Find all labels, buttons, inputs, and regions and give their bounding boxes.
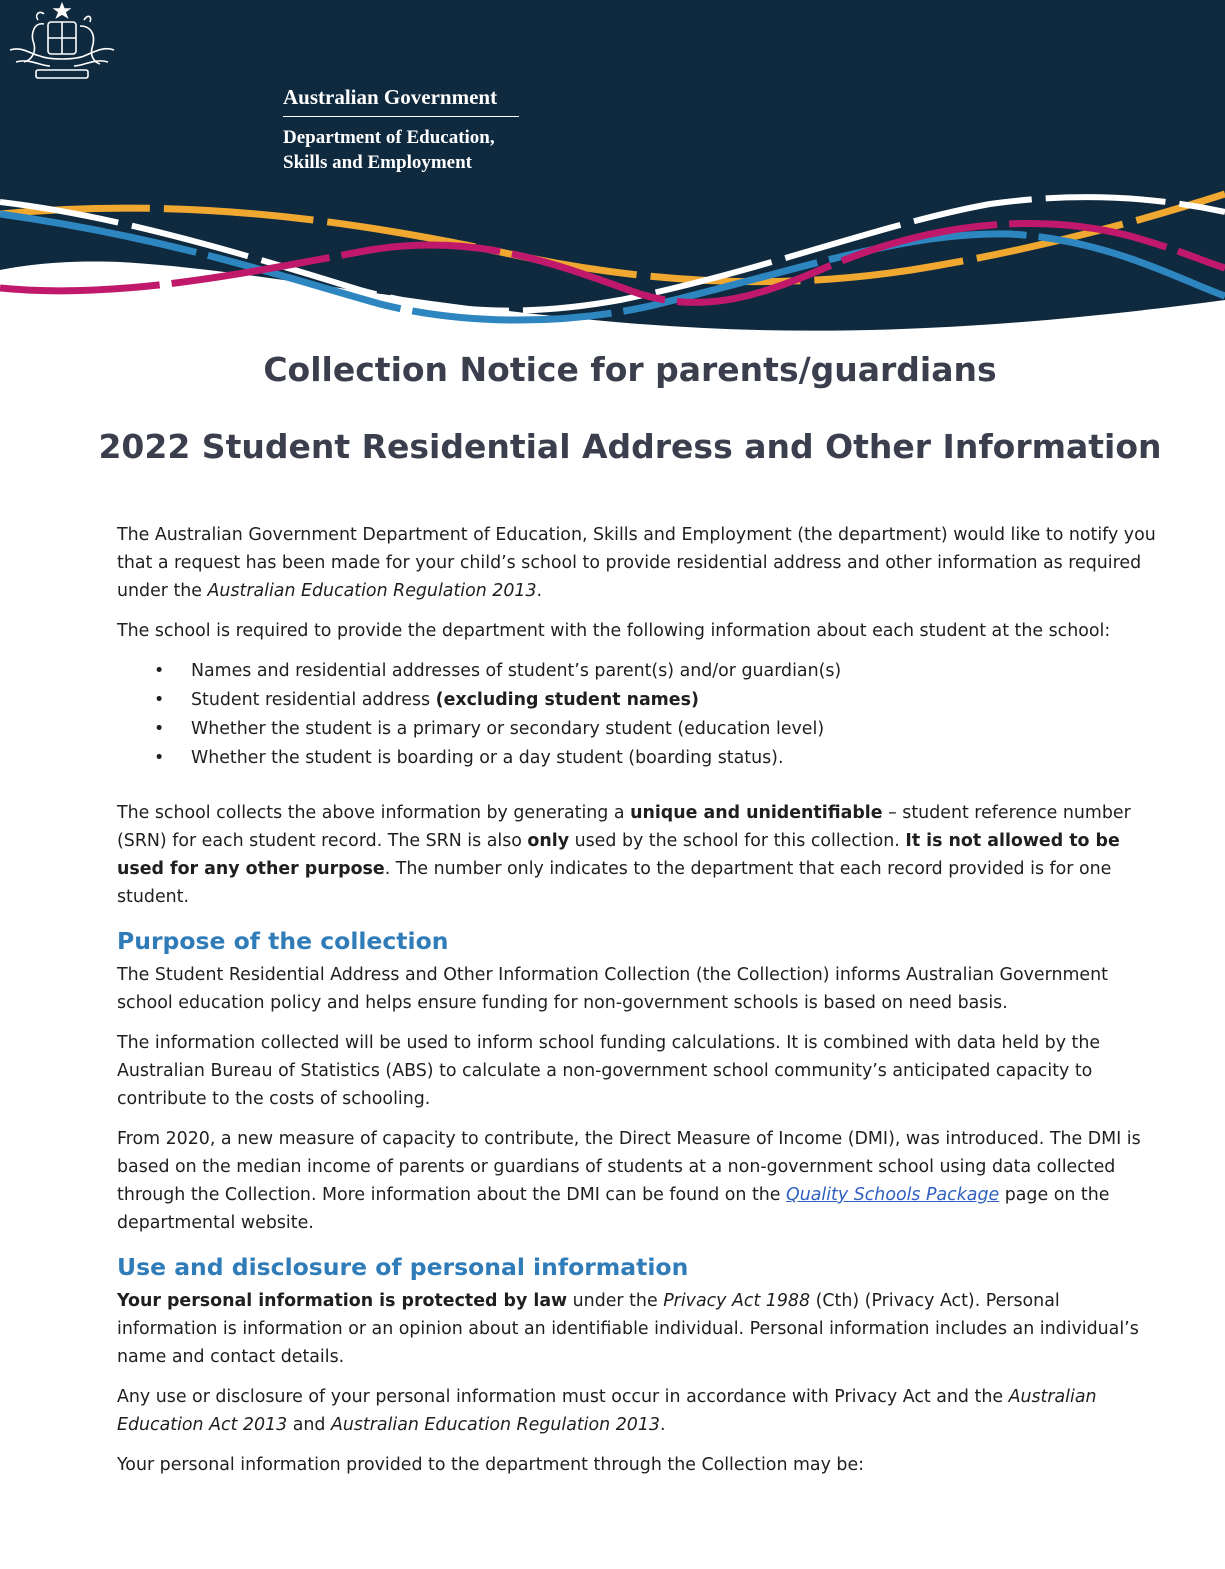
use-paragraph-3: Your personal information provided to the department through the Collection may be: [117,1455,865,1475]
document-body [117,521,1157,1491]
document-subtitle: 2022 Student Residential Address and Other Information [98,427,1162,466]
list-item: • Names and residential addresses of student’s parent(s) and/or guardian(s) [117,657,1157,686]
document-title: Collection Notice for parents/guardians [263,350,997,389]
list-item: • Whether the student is a primary or secondary student (education level) [117,715,1157,744]
srn-paragraph: The school collects the above information by generating a unique and unidentifiable – student reference number (SRN) for each student record. The SRN is also only used by the school for this collection. It is not allowed to be used for any other purpose. The number only indicates to the department that each record provided is for one student. [117,803,1131,907]
intro-paragraph-1: The Australian Government Department of Education, Skills and Employment (the department) would like to notify you that a request has been made for your child’s school to provide residential address and other information as required under the Australian Education Regulation 2013. [117,525,1156,601]
header-banner [0,0,1225,335]
government-wordmark [283,84,519,175]
wordmark-divider [283,116,519,117]
coat-of-arms-icon [0,0,124,92]
information-list [117,657,1157,773]
quality-schools-package-link[interactable]: Quality Schools Package [786,1185,1000,1205]
purpose-paragraph-2: The information collected will be used to inform school funding calculations. It is combined with data held by the Australian Bureau of Statistics (ABS) to calculate a non-government school community’s anticipated capacity to contribute to the costs of schooling. [117,1033,1101,1109]
list-item: • Whether the student is boarding or a day student (boarding status). [117,744,1157,773]
use-paragraph-1: Your personal information is protected by law under the Privacy Act 1988 (Cth) (Privacy Act). Personal information is information or an opinion about an identifiable individual. Personal information includes an individual’s name and contact details. [117,1291,1139,1367]
purpose-paragraph-1: The Student Residential Address and Other Information Collection (the Collection) informs Australian Government school education policy and helps ensure funding for non-government schools is based on need basis. [117,965,1108,1013]
intro-paragraph-2: The school is required to provide the department with the following information about each student at the school: [117,621,1111,641]
use-paragraph-2: Any use or disclosure of your personal information must occur in accordance with Privacy Act and the Australian Education Act 2013 and Australian Education Regulation 2013. [117,1387,1097,1435]
government-name: Australian Government [283,85,498,109]
use-disclosure-heading: Use and disclosure of personal information [117,1253,689,1281]
list-item: • Student residential address (excluding student names) [117,686,1157,715]
purpose-paragraph-3: From 2020, a new measure of capacity to contribute, the Direct Measure of Income (DMI), was introduced. The DMI is based on the median income of parents or guardians of students at a non-government school using data collected through the Collection. More information about the DMI can be found on the Quality Schools Package page on the departmental website. [117,1129,1141,1233]
purpose-heading: Purpose of the collection [117,927,449,955]
banner-graphic [0,0,1225,335]
department-name-line-2: Skills and Employment [283,152,472,173]
department-name-line-1: Department of Education, [283,127,495,148]
